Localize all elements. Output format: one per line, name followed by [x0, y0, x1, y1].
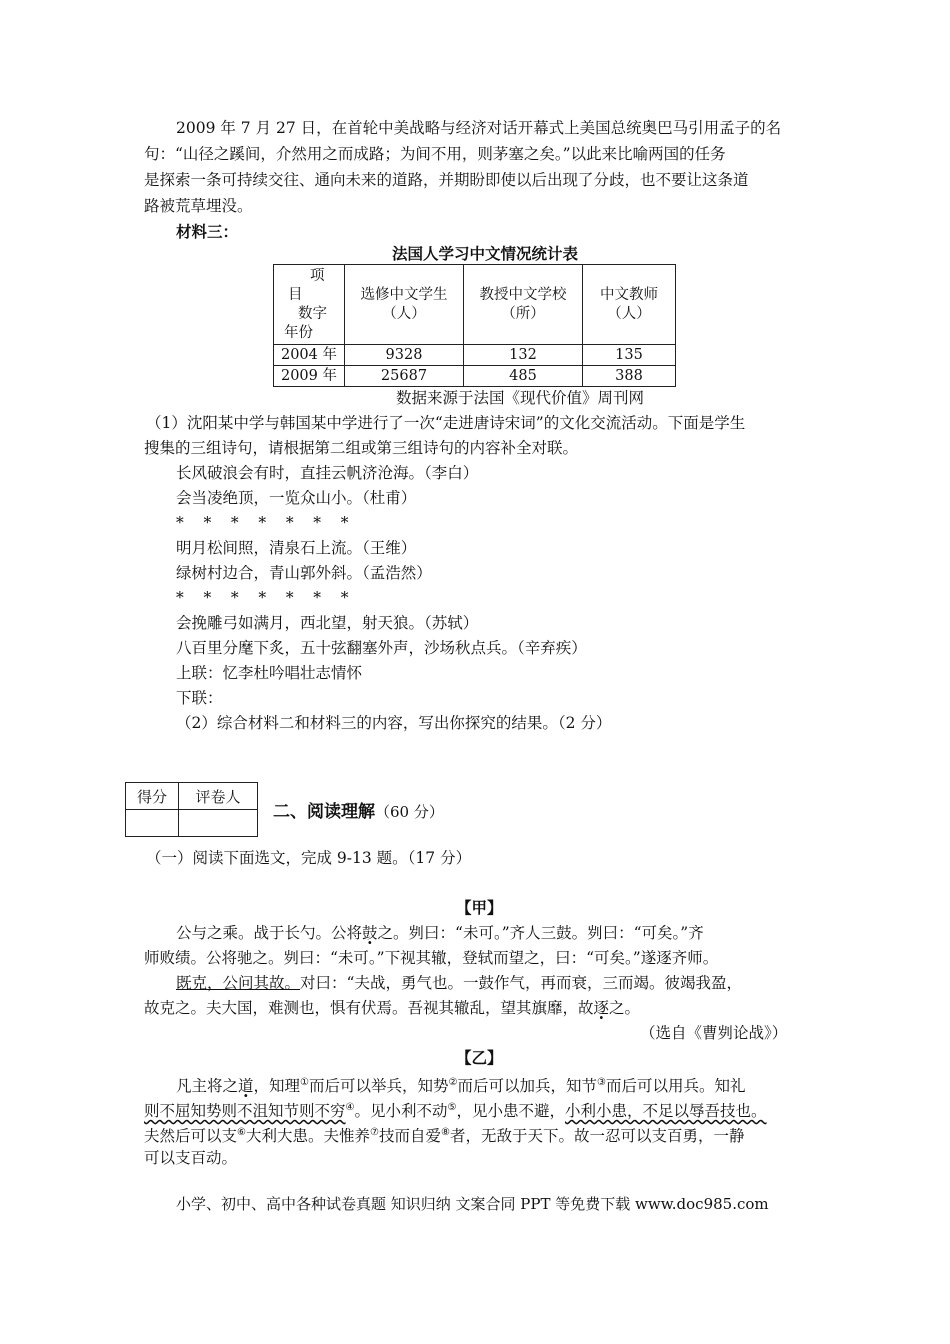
poem-line: 长风破浪会有时，直挂云帆济沧海。（李白）	[176, 464, 479, 482]
yi-text: 凡主将之	[176, 1077, 239, 1096]
q1-line-1: （1）沈阳某中学与韩国某中学进行了一次“走进唐诗宋词”的文化交流活动。下面是学生	[146, 414, 746, 432]
table-corner-cell	[274, 265, 345, 345]
header-students-label: 选修中文学生	[360, 286, 448, 303]
sub1-instruction: （一）阅读下面选文，完成 9-13 题。（17 分）	[146, 849, 472, 867]
yi-text: 而后可以举兵，知势	[309, 1077, 449, 1096]
intro-line-3: 是探索一条可持续交往、通向未来的道路，并期盼即使以后出现了分歧，也不要让这条道	[144, 171, 749, 189]
grader-header: 评卷人	[179, 783, 258, 810]
jia-text: 之。	[609, 999, 641, 1017]
score-box	[125, 782, 258, 837]
jia-source: （选自《曹刿论战》）	[640, 1024, 788, 1042]
yi-text: 而后可以用兵。知礼	[605, 1077, 746, 1096]
jia-line-3	[176, 971, 742, 995]
footnote-marker: ③	[597, 1077, 606, 1088]
footnote-marker: ⑤	[447, 1102, 457, 1113]
cell-students: 9328	[345, 345, 464, 366]
section2-heading	[273, 800, 444, 824]
header-students	[345, 265, 464, 345]
footnote-marker: ②	[448, 1077, 458, 1088]
table-row	[274, 366, 676, 387]
section2-points: （60 分）	[375, 803, 444, 821]
header-schools-unit: （所）	[501, 305, 545, 322]
emphasis-char: 道	[238, 1077, 254, 1096]
jia-text: 公与之乘。战于长勺。公将	[176, 924, 363, 942]
jia-line-4	[144, 996, 640, 1020]
score-header: 得分	[126, 783, 179, 810]
poem-line: 会当凌绝顶，一览众山小。（杜甫）	[176, 489, 417, 507]
jia-heading: 【甲】	[456, 898, 503, 917]
yi-text: 夫然后可以支	[144, 1127, 238, 1146]
header-students-unit: （人）	[382, 305, 426, 322]
cell-schools: 132	[464, 345, 583, 366]
cell-year: 2009 年	[274, 366, 345, 387]
cell-students: 25687	[345, 366, 464, 387]
emphasis-char: 逐	[593, 999, 610, 1017]
cell-teachers: 388	[583, 366, 676, 387]
header-teachers-unit: （人）	[607, 305, 651, 322]
yi-text: 而后可以加兵，知节	[457, 1077, 598, 1096]
yi-line-2	[144, 1096, 767, 1123]
footnote-marker: ⑧	[440, 1127, 450, 1138]
header-schools-label: 教授中文学校	[479, 286, 567, 303]
yi-text: 大利大患。夫惟养	[245, 1127, 370, 1146]
stat-table	[273, 264, 676, 387]
yi-text: 。见小利不动	[354, 1102, 448, 1121]
corner-bottom: 年份	[284, 324, 313, 341]
separator-stars: * * * * * * *	[176, 514, 349, 532]
yi-line-3	[144, 1121, 744, 1148]
yi-text: 者，无敌于天下。故一忍可以支百勇，一静	[449, 1127, 745, 1146]
emphasis-char: 鼓	[362, 924, 378, 942]
cell-teachers: 135	[583, 345, 676, 366]
section2-title: 二、阅读理解	[273, 802, 375, 822]
yi-line-1	[176, 1071, 746, 1098]
footnote-marker: ⑥	[237, 1127, 246, 1138]
cell-year: 2004 年	[274, 345, 345, 366]
yi-text: ，知理	[253, 1077, 301, 1096]
poem-line: 绿树村边合，青山郭外斜。（孟浩然）	[176, 564, 432, 582]
yi-text: ，见小患不避，	[456, 1102, 565, 1121]
lower-couplet: 下联：	[176, 689, 223, 707]
jia-text: 之。刿曰：“未可。”齐人三鼓。刿曰：“可矣。”齐	[377, 924, 704, 942]
score-input[interactable]	[126, 810, 179, 837]
footer-link[interactable]: 小学、初中、高中各种试卷真题 知识归纳 文案合同 PPT 等免费下载 www.doc985.com	[176, 1195, 769, 1213]
wavy-underlined-text: 小利小患，不足以辱吾技也。	[564, 1102, 767, 1121]
intro-line-1: 2009 年 7 月 27 日，在首轮中美战略与经济对话开幕式上美国总统奥巴马引用孟子的名	[176, 119, 782, 137]
poem-line: 八百里分麾下炙，五十弦翻塞外声，沙场秋点兵。（辛弃疾）	[176, 639, 587, 657]
corner-right: 数字	[298, 305, 327, 322]
corner-mid: 目	[288, 286, 303, 303]
upper-couplet: 上联：忆李杜吟唱壮志情怀	[176, 664, 363, 682]
table-title: 法国人学习中文情况统计表	[392, 244, 579, 263]
q2-text: （2）综合材料二和材料三的内容，写出你探究的结果。（2 分）	[176, 714, 612, 732]
poem-line: 明月松间照，清泉石上流。（王维）	[176, 539, 417, 557]
poem-line: 会挽雕弓如满月，西北望，射天狼。（苏轼）	[176, 614, 479, 632]
yi-line-4: 可以支百动。	[144, 1149, 238, 1167]
table-row	[274, 345, 676, 366]
header-teachers	[583, 265, 676, 345]
corner-top: 项	[310, 267, 325, 284]
separator-stars: * * * * * * *	[176, 589, 349, 607]
table-source: 数据来源于法国《现代价值》周刊网	[396, 389, 645, 407]
grader-input[interactable]	[179, 810, 258, 837]
footnote-marker: ⑦	[370, 1127, 379, 1138]
footnote-marker: ④	[345, 1102, 355, 1113]
cell-schools: 485	[464, 366, 583, 387]
footnote-marker: ①	[300, 1077, 310, 1088]
intro-line-4: 路被荒草埋没。	[144, 197, 253, 215]
material3-label: 材料三：	[176, 222, 239, 241]
wavy-underlined-text: 则不屈知势则不沮知节则不穷	[144, 1102, 346, 1121]
yi-text: 技而自爱	[378, 1127, 441, 1146]
intro-line-2: 句：“山径之蹊间，介然用之而成路；为间不用，则茅塞之矣。”以此来比喻两国的任务	[144, 145, 726, 163]
yi-heading: 【乙】	[456, 1048, 503, 1067]
q1-line-2: 搜集的三组诗句，请根据第二组或第三组诗句的内容补全对联。	[144, 439, 579, 457]
header-schools	[464, 265, 583, 345]
jia-text: 对曰：“夫战，勇气也。一鼓作气，再而衰，三而竭。彼竭我盈，	[300, 974, 742, 992]
jia-line-2: 师败绩。公将驰之。刿曰：“未可。”下视其辙，登轼而望之，曰：“可矣。”遂逐齐师。	[144, 949, 719, 967]
underlined-sentence: 既克，公问其故。	[176, 974, 301, 992]
jia-text: 故克之。夫大国，难测也，惧有伏焉。吾视其辙乱，望其旗靡，故	[144, 999, 594, 1017]
jia-line-1	[176, 921, 704, 945]
header-teachers-label: 中文教师	[600, 286, 658, 303]
